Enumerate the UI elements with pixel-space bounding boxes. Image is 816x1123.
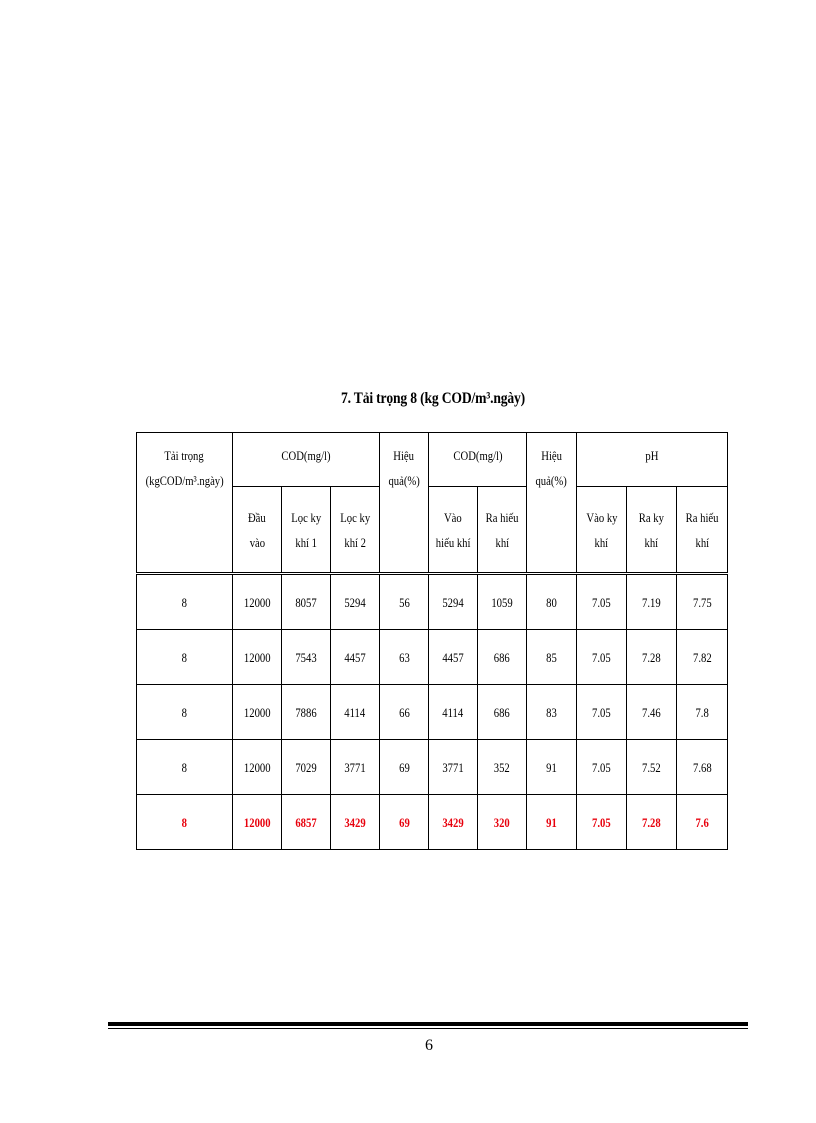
- table-cell: 69: [380, 740, 429, 795]
- table-cell: 63: [380, 630, 429, 685]
- table-cell: 3429: [429, 795, 478, 850]
- subheader-anaerobic-filter-1: Lọc ky khí 1: [282, 487, 331, 574]
- table-cell: 83: [527, 685, 577, 740]
- table-cell: 7.52: [627, 740, 677, 795]
- table-cell: 686: [478, 630, 527, 685]
- table-row: [137, 795, 728, 850]
- table-row: [137, 574, 728, 630]
- table-cell: 7.68: [677, 740, 728, 795]
- table-cell: 12000: [233, 685, 282, 740]
- table-cell: 4457: [331, 630, 380, 685]
- table-cell: 12000: [233, 630, 282, 685]
- table-cell: 12000: [233, 740, 282, 795]
- table-cell: 8057: [282, 574, 331, 630]
- footer-rule-thin: [108, 1028, 748, 1029]
- table-cell: 91: [527, 795, 577, 850]
- table-cell: 3771: [331, 740, 380, 795]
- header-load: Tải trọng (kgCOD/m³.ngày): [137, 433, 233, 574]
- table-cell: 5294: [331, 574, 380, 630]
- table-cell: 85: [527, 630, 577, 685]
- table-cell: 12000: [233, 795, 282, 850]
- table-cell: 7886: [282, 685, 331, 740]
- table-cell: 66: [380, 685, 429, 740]
- table-cell: 7.28: [627, 795, 677, 850]
- table-cell: 1059: [478, 574, 527, 630]
- table-title: 7. Tải trọng 8 (kg COD/m³.ngày): [340, 390, 526, 407]
- table-cell: 7.6: [677, 795, 728, 850]
- table-row: [137, 685, 728, 740]
- table-cell: 7.05: [577, 795, 627, 850]
- table-cell: 7.05: [577, 740, 627, 795]
- table-cell: 6857: [282, 795, 331, 850]
- table-cell: 8: [137, 630, 233, 685]
- table-cell: 8: [137, 795, 233, 850]
- table-cell: 686: [478, 685, 527, 740]
- table-cell: 7.28: [627, 630, 677, 685]
- table-cell: 7.05: [577, 685, 627, 740]
- table-cell: 7543: [282, 630, 331, 685]
- subheader-ph-anaerobic-out: Ra ky khí: [627, 487, 677, 574]
- footer-rule-thick: [108, 1022, 748, 1026]
- table-cell: 7.05: [577, 630, 627, 685]
- subheader-aerobic-out: Ra hiếu khí: [478, 487, 527, 574]
- table-cell: 8: [137, 685, 233, 740]
- header-cod-aerobic: COD(mg/l): [429, 433, 527, 487]
- subheader-ph-anaerobic-in: Vào ky khí: [577, 487, 627, 574]
- table-cell: 7.19: [627, 574, 677, 630]
- table-cell: 7.75: [677, 574, 728, 630]
- table-cell: 69: [380, 795, 429, 850]
- table-cell: 7.8: [677, 685, 728, 740]
- page-number: 6: [425, 1037, 433, 1054]
- table-cell: 3429: [331, 795, 380, 850]
- table-cell: 4114: [429, 685, 478, 740]
- table-cell: 56: [380, 574, 429, 630]
- table-cell: 320: [478, 795, 527, 850]
- table-row: [137, 740, 728, 795]
- table-cell: 7.46: [627, 685, 677, 740]
- table-cell: 352: [478, 740, 527, 795]
- subheader-anaerobic-filter-2: Lọc ky khí 2: [331, 487, 380, 574]
- table-cell: 5294: [429, 574, 478, 630]
- subheader-inlet: Đầu vào: [233, 487, 282, 574]
- table-cell: 3771: [429, 740, 478, 795]
- subheader-aerobic-in: Vào hiếu khí: [429, 487, 478, 574]
- subheader-ph-aerobic-out: Ra hiếu khí: [677, 487, 728, 574]
- table-cell: 4457: [429, 630, 478, 685]
- table-row: [137, 630, 728, 685]
- table-cell: 80: [527, 574, 577, 630]
- table-cell: 12000: [233, 574, 282, 630]
- header-efficiency-1: Hiệu quả(%): [380, 433, 429, 574]
- table-cell: 7.05: [577, 574, 627, 630]
- table-cell: 8: [137, 574, 233, 630]
- table-cell: 91: [527, 740, 577, 795]
- table-cell: 7.82: [677, 630, 728, 685]
- table-cell: 7029: [282, 740, 331, 795]
- header-ph: pH: [577, 433, 728, 487]
- header-cod-anaerobic: COD(mg/l): [233, 433, 380, 487]
- header-efficiency-2: Hiệu quả(%): [527, 433, 577, 574]
- table-cell: 8: [137, 740, 233, 795]
- data-table: [136, 432, 728, 850]
- table-cell: 4114: [331, 685, 380, 740]
